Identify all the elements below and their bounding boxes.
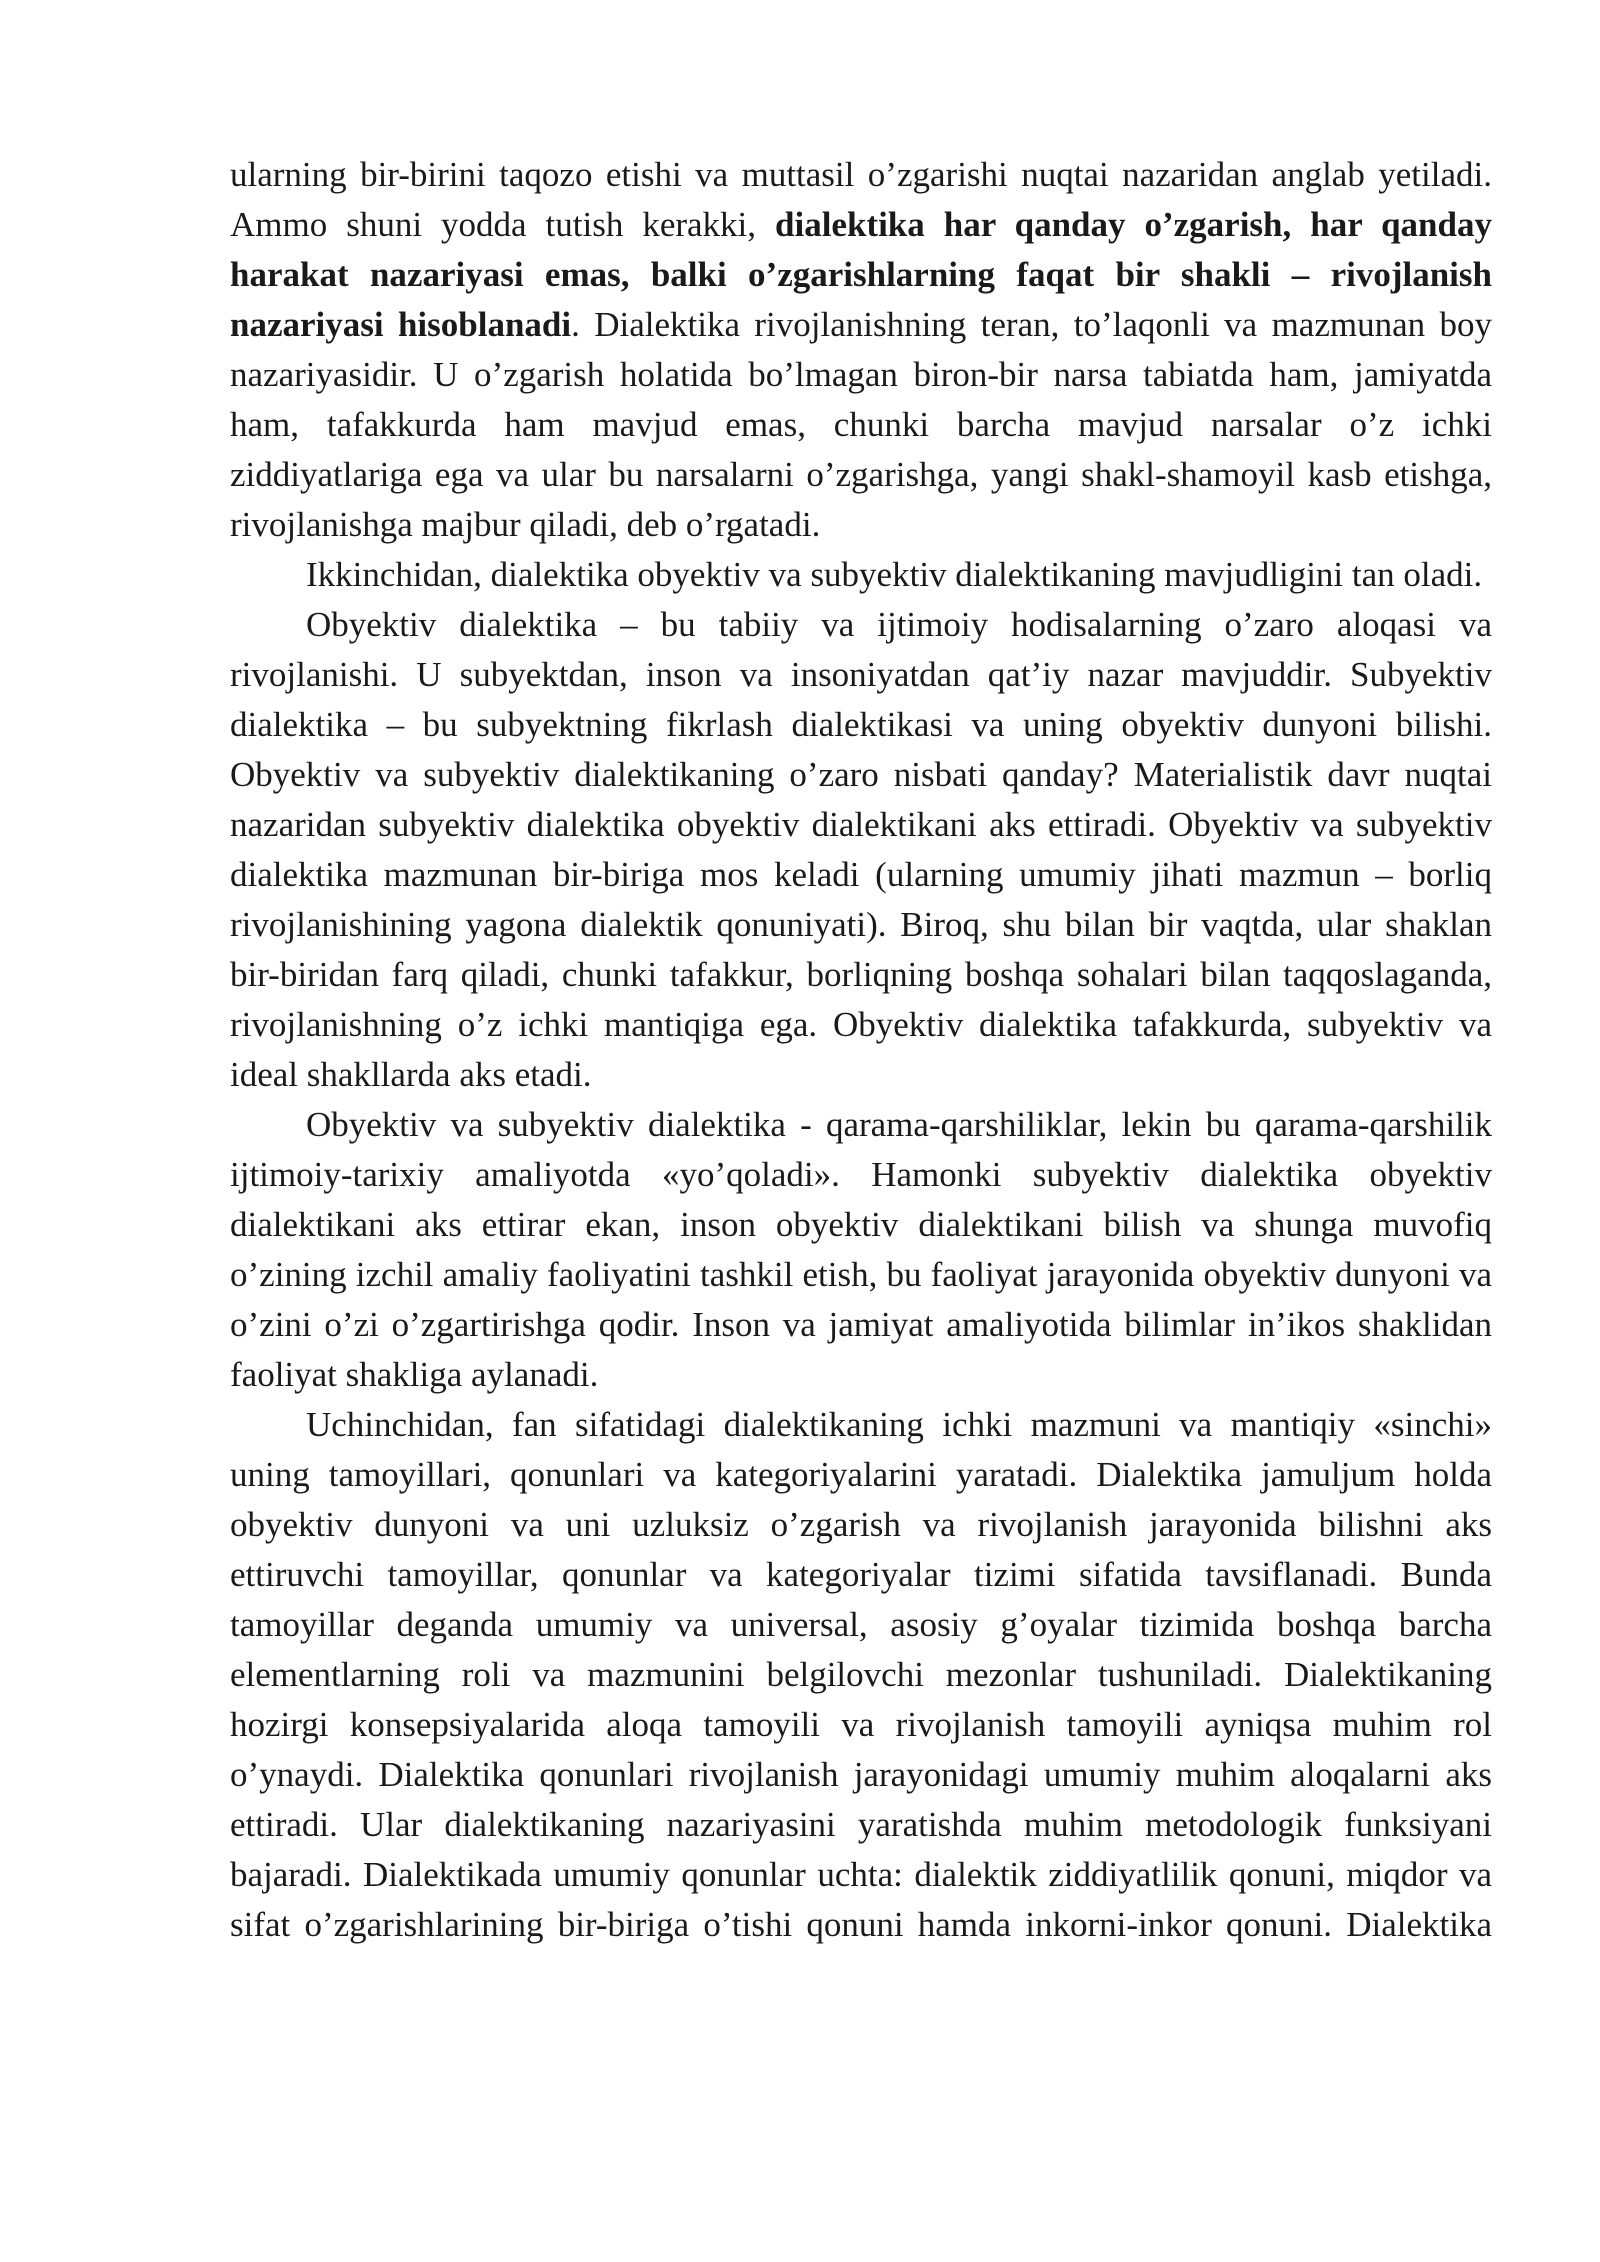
paragraph-1-text-a: ularning bir-birini taqozo etishi va muttasil o’zgarishi nuqtai nazaridan anglab yetiladi. Ammo shuni yodda tutish kerakki, (230, 155, 1492, 244)
paragraph-1-text-b: . Dialektika rivojlanishning teran, to’laqonli va mazmunan boy nazariyasidir. U o’zgarish holatida bo’lmagan biron-bir narsa tabiatda ham, jamiyatda ham, tafakkurda ham mavjud emas, chunki barcha mavjud narsalar o’z ichki ziddiyatlariga ega va ular bu narsalarni o’zgarishga, yangi shakl-shamoyil kasb etishga, rivojlanishga majbur qiladi, deb o’rgatadi. (230, 305, 1492, 544)
paragraph-3: Obyektiv dialektika – bu tabiiy va ijtimoiy hodisalarning o’zaro aloqasi va rivojlanishi. U subyektdan, inson va insoniyatdan qat’iy nazar mavjuddir. Subyektiv dialektika – bu subyektning fikrlash dialektikasi va uning obyektiv dunyoni bilishi. Obyektiv va subyektiv dialektikaning o’zaro nisbati qanday? Materialistik davr nuqtai nazaridan subyektiv dialektika obyektiv dialektikani aks ettiradi. Obyektiv va subyektiv dialektika mazmunan bir-biriga mos keladi (ularning umumiy jihati mazmun – borliq rivojlanishining yagona dialektik qonuniyati). Biroq, shu bilan bir vaqtda, ular shaklan bir-biridan farq qiladi, chunki tafakkur, borliqning boshqa sohalari bilan taqqoslaganda, rivojlanishning o’z ichki mantiqiga ega. Obyektiv dialektika tafakkurda, subyektiv va ideal shakllarda aks etadi. (230, 605, 1492, 1094)
paragraph-1 (230, 150, 1492, 550)
paragraph-4: Obyektiv va subyektiv dialektika - qarama-qarshiliklar, lekin bu qarama-qarshilik ijtimoiy-tarixiy amaliyotda «yo’qoladi». Hamonki subyektiv dialektika obyektiv dialektikani aks ettirar ekan, inson obyektiv dialektikani bilish va shunga muvofiq o’zining izchil amaliy faoliyatini tashkil etish, bu faoliyat jarayonida obyektiv dunyoni va o’zini o’zi o’zgartirishga qodir. Inson va jamiyat amaliyotida bilimlar in’ikos shaklidan faoliyat shakliga aylanadi. (230, 1105, 1492, 1394)
paragraph-5: Uchinchidan, fan sifatidagi dialektikaning ichki mazmuni va mantiqiy «sinchi» uning tamoyillari, qonunlari va kategoriyalarini yaratadi. Dialektika jamuljum holda obyektiv dunyoni va uni uzluksiz o’zgarish va rivojlanish jarayonida bilishni aks ettiruvchi tamoyillar, qonunlar va kategoriyalar tizimi sifatida tavsiflanadi. Bunda tamoyillar deganda umumiy va universal, asosiy g’oyalar tizimida boshqa barcha elementlarning roli va mazmunini belgilovchi mezonlar tushuniladi. Dialektikaning hozirgi konsepsiyalarida aloqa tamoyili va rivojlanish tamoyili ayniqsa muhim rol o’ynaydi. Dialektika qonunlari rivojlanish jarayonidagi umumiy muhim aloqalarni aks ettiradi. Ular dialektikaning nazariyasini yaratishda muhim metodologik funksiyani bajaradi. Dialektikada umumiy qonunlar uchta: dialektik ziddiyatlilik qonuni, miqdor va sifat o’zgarishlarining bir-biriga o’tishi qonuni hamda inkorni-inkor qonuni. Dialektika (230, 1405, 1492, 1944)
paragraph-1-bold-statement: dialektika har qanday o’zgarish, har qanday harakat nazariyasi emas, balki o’zgarishlarning faqat bir shakli – rivojlanish nazariyasi hisoblanadi (230, 205, 1492, 344)
paragraph-2: Ikkinchidan, dialektika obyektiv va subyektiv dialektikaning mavjudligini tan oladi. (306, 555, 1483, 594)
document-page (230, 150, 1492, 1950)
